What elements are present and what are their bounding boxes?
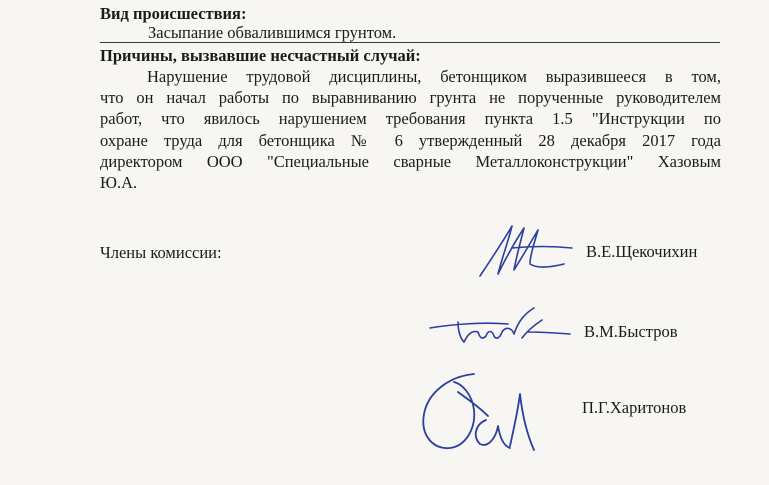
causes-line: директором ООО "Специальные сварные Металлоконструкции" Хазовым: [100, 151, 721, 171]
member-name: В.М.Быстров: [584, 322, 678, 341]
incident-type-heading: Вид происшествия:: [100, 4, 247, 23]
signature-image: [414, 362, 554, 472]
section-divider: [100, 42, 720, 43]
causes-line: Нарушение трудовой дисциплины, бетонщиком выразившееся в том,: [147, 67, 721, 86]
causes-line: Ю.А.: [100, 173, 138, 193]
member-name: В.Е.Щекочихин: [586, 242, 698, 261]
causes-heading: Причины, вызвавшие несчастный случай:: [100, 46, 421, 65]
member-name: П.Г.Харитонов: [582, 398, 687, 417]
commission-label: Члены комиссии:: [100, 243, 222, 262]
incident-type-value: Засыпание обвалившимся грунтом.: [148, 23, 397, 42]
signature-image: [424, 302, 574, 352]
causes-line: работ, что явилось нарушением требования пункта 1.5 "Инструкции по: [100, 109, 721, 129]
causes-line: охране труда для бетонщика № 6 утвержденный 28 декабря 2017 года: [100, 130, 721, 150]
signature-image: [472, 218, 592, 282]
causes-paragraph: [100, 66, 721, 193]
causes-line: что он начал работы по выравниванию грунта не порученные руководителем: [100, 88, 721, 108]
